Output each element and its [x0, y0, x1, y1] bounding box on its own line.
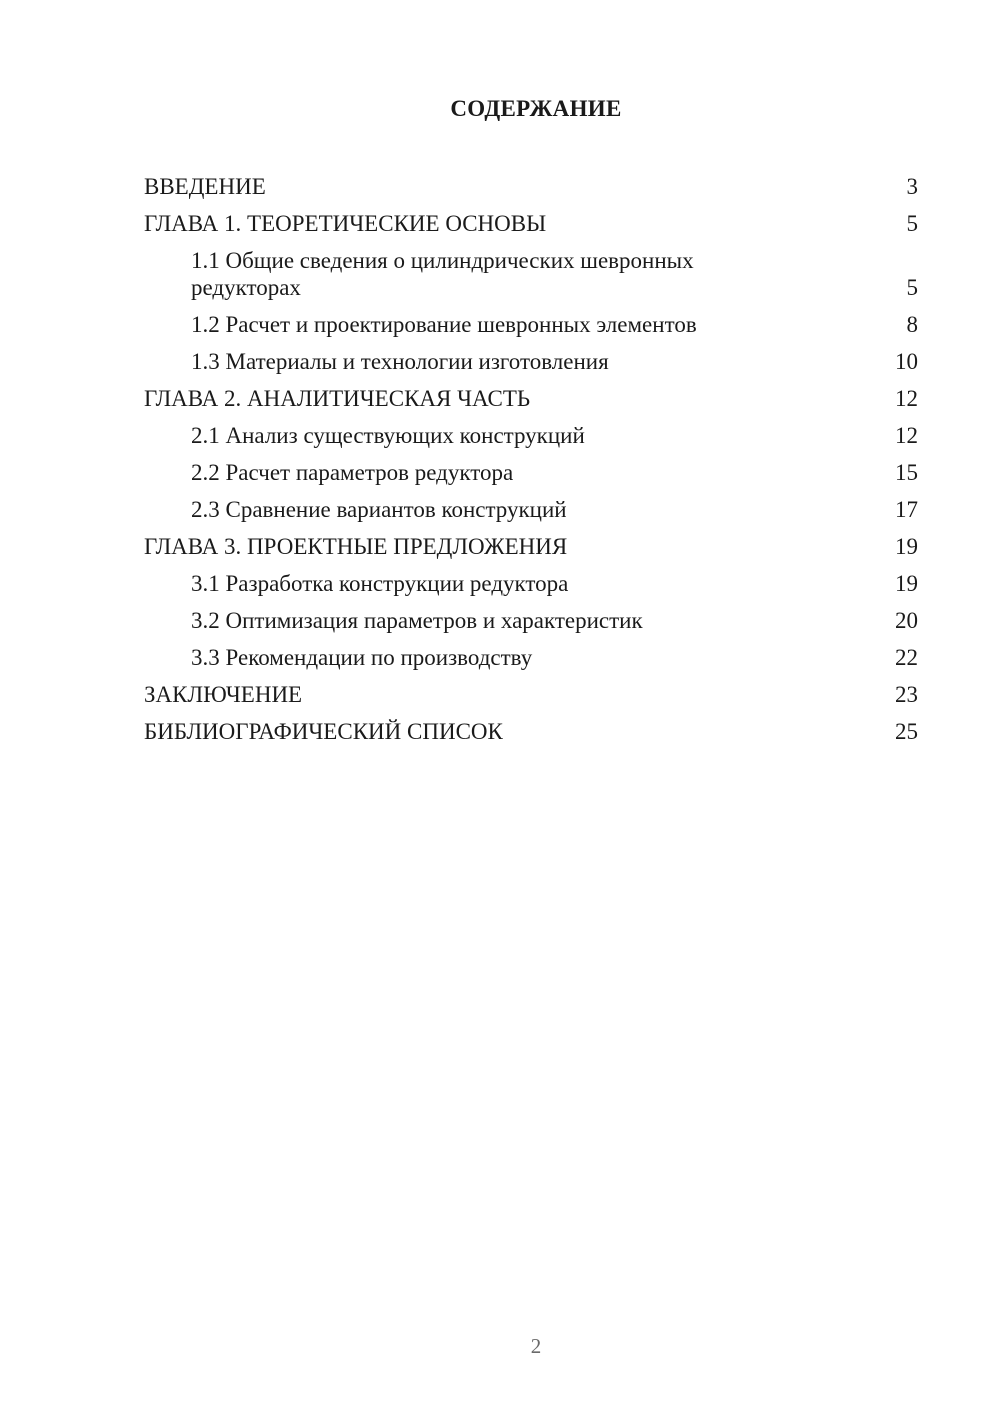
toc-entry-chapter-1[interactable]: [144, 205, 918, 242]
toc-entry-chapter-2[interactable]: [144, 380, 918, 417]
toc-entry-section-2-3[interactable]: [144, 491, 918, 528]
toc-entry-section-1-2[interactable]: [144, 306, 918, 343]
toc-entry-section-1-1[interactable]: [144, 242, 918, 306]
toc-entry-section-3-3[interactable]: [144, 639, 918, 676]
toc-entry-section-3-1[interactable]: [144, 565, 918, 602]
toc-entry-chapter-3[interactable]: [144, 528, 918, 565]
toc-entry-page: 5: [906, 275, 918, 300]
toc-entry-label: 3.1 Разработка конструкции редуктора: [191, 571, 569, 596]
toc-entry-section-1-3[interactable]: [144, 343, 918, 380]
toc-entry-label: ЗАКЛЮЧЕНИЕ: [144, 682, 303, 707]
toc-entry-section-3-2[interactable]: [144, 602, 918, 639]
toc-entry-label: ГЛАВА 3. ПРОЕКТНЫЕ ПРЕДЛОЖЕНИЯ: [144, 534, 568, 559]
toc-entry-page: 8: [906, 312, 918, 337]
toc-entry-label: ГЛАВА 2. АНАЛИТИЧЕСКАЯ ЧАСТЬ: [144, 386, 531, 411]
toc-entry-page: 5: [906, 211, 918, 236]
toc-entry-page: 22: [895, 645, 918, 670]
table-of-contents: [144, 168, 918, 750]
toc-entry-label: 1.1 Общие сведения о цилиндрических шевронных редукторах: [191, 248, 694, 300]
toc-title: СОДЕРЖАНИЕ: [450, 96, 622, 121]
toc-entry-page: 15: [895, 460, 918, 485]
toc-entry-conclusion[interactable]: [144, 676, 918, 713]
toc-entry-bibliography[interactable]: [144, 713, 918, 750]
toc-entry-section-2-1[interactable]: [144, 417, 918, 454]
toc-entry-page: 12: [895, 423, 918, 448]
toc-entry-label: БИБЛИОГРАФИЧЕСКИЙ СПИСОК: [144, 719, 503, 744]
toc-entry-introduction[interactable]: [144, 168, 918, 205]
toc-entry-label: 1.2 Расчет и проектирование шевронных элементов: [191, 312, 697, 337]
toc-entry-page: 19: [895, 534, 918, 559]
toc-entry-label: 1.3 Материалы и технологии изготовления: [191, 349, 609, 374]
toc-entry-label: 2.3 Сравнение вариантов конструкций: [191, 497, 567, 522]
toc-entry-page: 23: [895, 682, 918, 707]
page-number: 2: [530, 1334, 542, 1358]
toc-entry-page: 12: [895, 386, 918, 411]
toc-entry-page: 3: [906, 174, 918, 199]
toc-entry-page: 19: [895, 571, 918, 596]
toc-entry-label: ГЛАВА 1. ТЕОРЕТИЧЕСКИЕ ОСНОВЫ: [144, 211, 547, 236]
toc-entry-page: 25: [895, 719, 918, 744]
toc-entry-page: 10: [895, 349, 918, 374]
toc-entry-label: 2.1 Анализ существующих конструкций: [191, 423, 585, 448]
toc-entry-page: 20: [895, 608, 918, 633]
toc-entry-label: 3.3 Рекомендации по производству: [191, 645, 533, 670]
toc-entry-section-2-2[interactable]: [144, 454, 918, 491]
toc-entry-label: 2.2 Расчет параметров редуктора: [191, 460, 514, 485]
toc-entry-label: ВВЕДЕНИЕ: [144, 174, 266, 199]
toc-entry-page: 17: [895, 497, 918, 522]
toc-entry-label: 3.2 Оптимизация параметров и характеристик: [191, 608, 643, 633]
